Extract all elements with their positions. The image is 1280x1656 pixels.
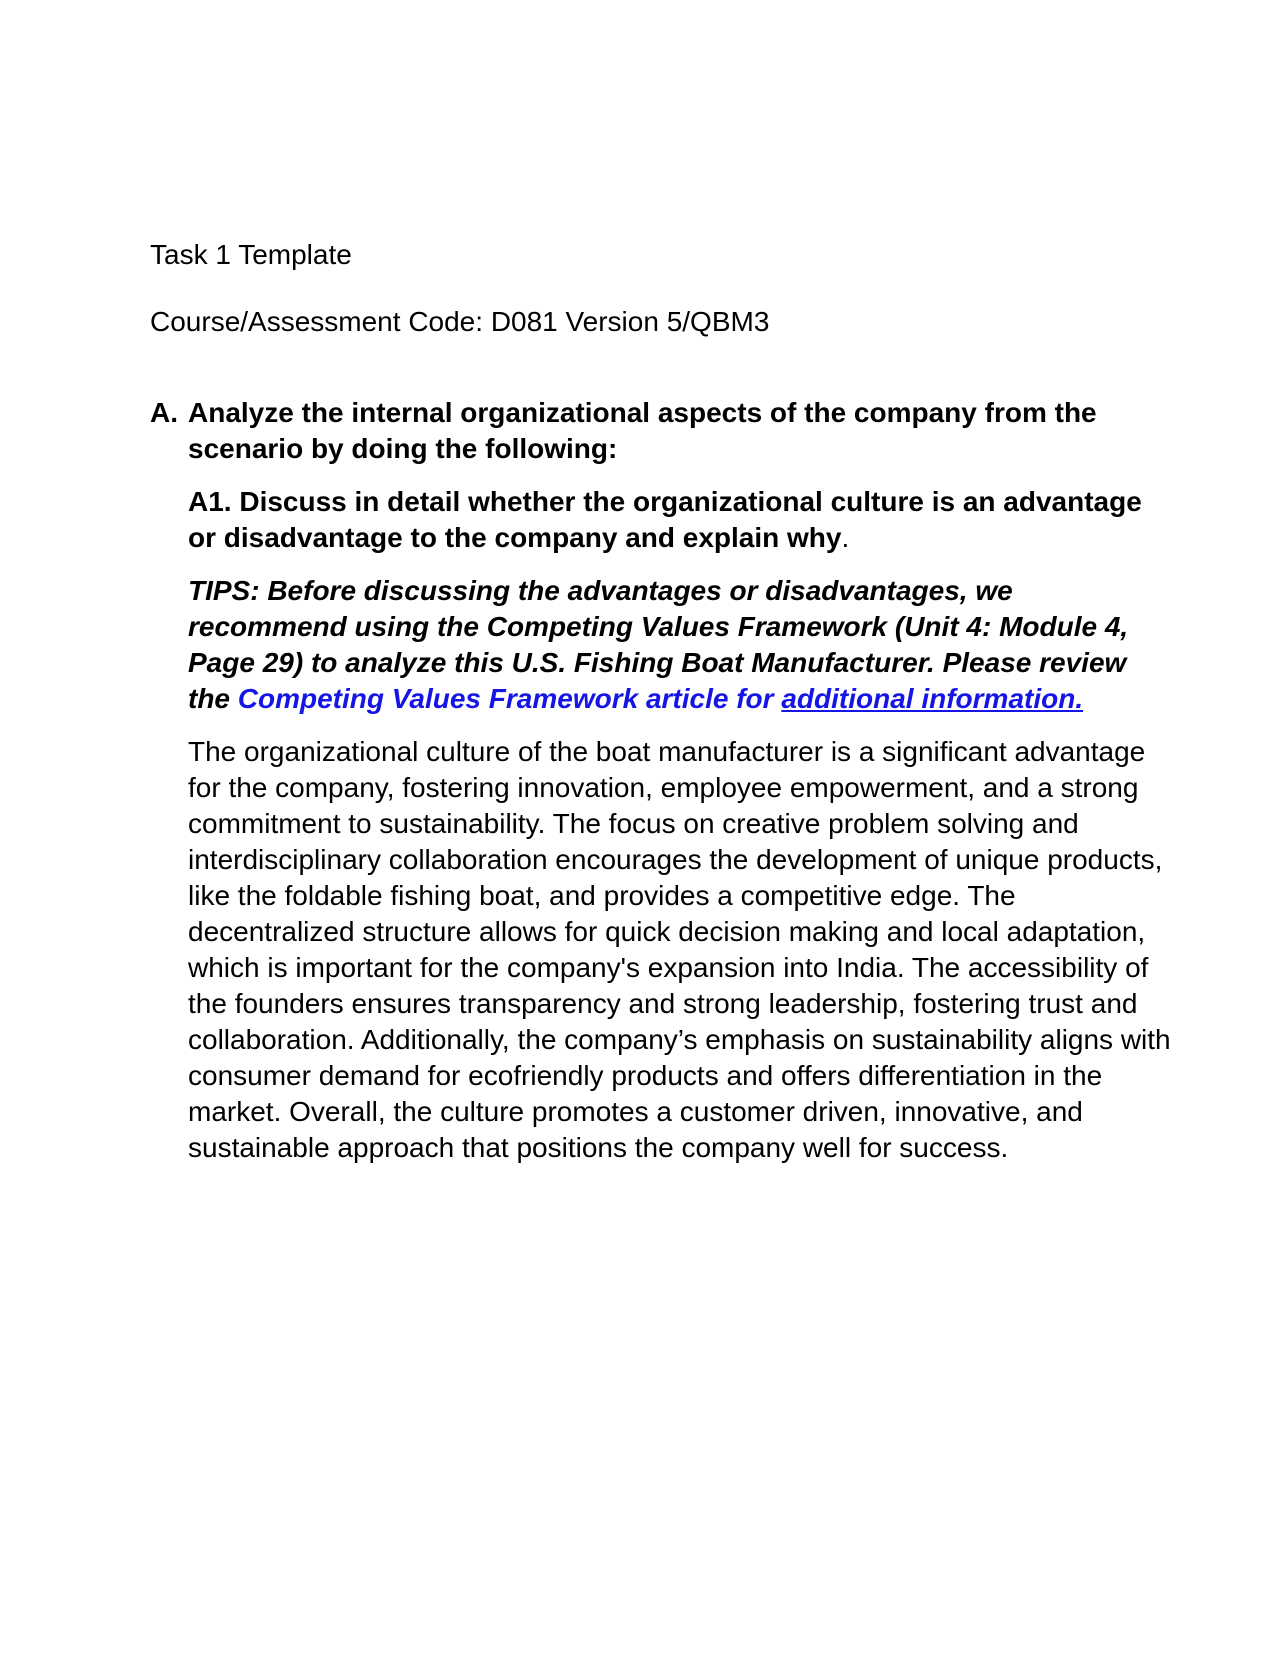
section-a-body <box>188 484 1171 1166</box>
section-a <box>150 395 1171 1166</box>
course-assessment-code: Course/Assessment Code: D081 Version 5/QBM3 <box>150 306 770 337</box>
competing-values-framework-link[interactable]: Competing Values Framework article for <box>237 683 782 714</box>
section-a-letter: A. <box>150 397 178 428</box>
tips-text: TIPS: Before discussing the advantages or disadvantages, we recommend using the Competing Values Framework (Unit 4: Module 4, Page 29) to analyze this U.S. Fishing Boat Manufacturer. Please review the <box>188 575 1129 714</box>
document-title: Task 1 Template <box>150 239 352 270</box>
a1-heading-text: A1. Discuss in detail whether the organizational culture is an advantage or disadvantage to the company and explain why <box>188 486 1142 553</box>
a1-answer-paragraph: The organizational culture of the boat manufacturer is a significant advantage for the company, fostering innovation, employee empowerment, and a strong commitment to sustainability. The focus on creative problem solving and interdisciplinary collaboration encourages the development of unique products, like the foldable fishing boat, and provides a competitive edge. The decentralized structure allows for quick decision making and local adaptation, which is important for the company's expansion into India. The accessibility of the founders ensures transparency and strong leadership, fostering trust and collaboration. Additionally, the company’s emphasis on sustainability aligns with consumer demand for ecofriendly products and offers differentiation in the market. Overall, the culture promotes a customer driven, innovative, and sustainable approach that positions the company well for success. <box>188 736 1171 1163</box>
a1-heading-period: . <box>841 522 850 553</box>
a1-heading <box>188 484 1150 556</box>
additional-information-link[interactable]: additional information. <box>781 683 1084 714</box>
section-a-heading <box>150 395 1150 467</box>
tips-paragraph <box>188 573 1150 717</box>
section-a-heading-text: Analyze the internal organizational aspects of the company from the scenario by doing the following: <box>188 397 1097 464</box>
